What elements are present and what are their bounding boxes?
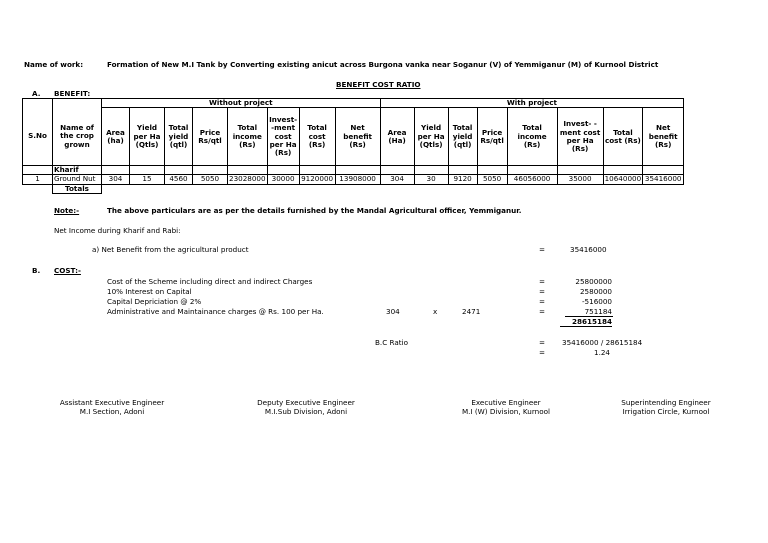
header-with-total-cost: Total cost (Rs) [603,108,643,166]
header-total-cost: Total cost (Rs) [299,108,335,166]
group-header-with-project: With project [380,99,684,108]
cost-total-value: 28615184 [560,317,612,327]
cell-with-total-cost: 10640000 [604,174,642,184]
bc-ratio-equals: = [539,348,546,357]
net-benefit-equals: = [539,245,546,254]
signature-office: Irrigation Circle, Kurnool [622,407,710,416]
cell-with-price: 5050 [477,175,507,184]
header-area: Area (ha) [102,108,130,166]
cell-area: 304 [102,175,130,184]
cell-total-cost: 9120000 [301,174,334,184]
note-text: The above particulars are as per the details furnished by the Mandal Agricultural officer, Yemmiganur. [107,206,522,215]
benefit-table [22,98,684,194]
header-net-benefit: Net benefit (Rs) [335,108,380,166]
name-of-work-label: Name of work: [24,60,84,69]
header-with-investment: Invest- -ment cost per Ha (Rs) [557,108,603,166]
cost-line-label: 10% Interest on Capital [107,287,192,296]
table-row [23,175,684,184]
signature-office: M.I Section, Adoni [79,407,145,416]
section-a-label: BENEFIT: [54,89,91,98]
cost-equals: = [539,307,546,316]
cost-equals: = [539,287,546,296]
net-benefit-value: 35416000 [570,245,607,254]
cost-line-value: 2580000 [579,287,612,296]
header-crop: Name of the crop grown [53,108,102,166]
signature-block [42,398,182,416]
document-title: BENEFIT COST RATIO [336,80,421,89]
cell-with-income: 46056000 [507,175,557,184]
admin-multiply-sign: x [433,307,438,316]
note-label: Note:- [54,206,80,215]
signature-block [236,398,376,416]
cell-sno: 1 [23,175,53,184]
signature-block [436,398,576,416]
header-yield-per-ha: Yield per Ha (Qtls) [130,108,165,166]
bc-ratio-result: 1.24 [594,348,611,357]
cell-with-total-yield: 9120 [448,175,477,184]
signature-title: Superintending Engineer [621,398,711,407]
header-with-total-income: Total income (Rs) [507,108,557,166]
signature-title: Assistant Executive Engineer [59,398,165,407]
header-total-income: Total income (Rs) [228,108,268,166]
header-with-yield: Yield per Ha (Qtls) [414,108,448,166]
totals-label: Totals [53,184,102,193]
cell-with-area: 304 [380,175,414,184]
header-investment-cost: Invest- -ment cost per Ha (Rs) [267,108,299,166]
header-with-total-yield: Total yield (qtl) [448,108,477,166]
section-a-letter: A. [32,89,41,98]
net-income-label: Net Income during Kharif and Rabi: [54,226,181,235]
cell-total-yield: 4560 [165,175,193,184]
bc-ratio-equals: = [539,338,546,347]
cell-invest: 30000 [267,175,299,184]
cell-with-net: 35416000 [643,175,684,184]
header-with-area: Area (Ha) [380,108,414,166]
header-price: Price Rs/qtl [193,108,228,166]
cost-line-label: Cost of the Scheme including direct and indirect Charges [107,277,313,286]
section-b-letter: B. [32,266,41,275]
admin-rate: 2471 [462,307,481,316]
header-sno: S.No [23,108,53,166]
signature-title: Executive Engineer [471,398,541,407]
name-of-work-text: Formation of New M.I Tank by Converting existing anicut across Burgona vanka near Soganur (V) of Yemmiganur (M) of Kurnool District [107,60,659,69]
cell-yield: 15 [130,175,165,184]
admin-area: 304 [386,307,400,316]
group-header-without-project: Without project [102,99,381,108]
bc-ratio-label: B.C Ratio [375,338,408,347]
cell-income: 23028000 [229,174,266,184]
cost-equals: = [539,277,546,286]
cost-line-label: Capital Depriciation @ 2% [107,297,202,306]
section-b-label: COST:- [54,266,81,275]
season-label: Kharif [53,166,102,175]
cost-line-label: Administrative and Maintainance charges @ Rs. 100 per Ha. [107,307,324,316]
cell-with-yield: 30 [414,175,448,184]
header-with-net-benefit: Net benefit (Rs) [643,108,684,166]
bc-ratio-formula: 35416000 / 28615184 [562,338,643,347]
cell-crop: Ground Nut [53,175,102,184]
cost-line-value: 751184 [584,307,612,316]
cost-equals: = [539,297,546,306]
cell-with-invest: 35000 [557,175,603,184]
net-benefit-item: a) Net Benefit from the agricultural product [92,245,249,254]
header-with-price: Price Rs/qtl [477,108,507,166]
signature-office: M.I.Sub Division, Adoni [264,407,348,416]
signature-title: Deputy Executive Engineer [257,398,355,407]
signature-block [596,398,736,416]
cell-net: 13908000 [335,175,380,184]
cost-line-value: -516000 [581,297,612,306]
cost-line-value: 25800000 [575,277,612,286]
header-total-yield: Total yield (qtl) [165,108,193,166]
signature-office: M.I (W) Division, Kurnool [461,407,551,416]
cell-price: 5050 [193,175,228,184]
